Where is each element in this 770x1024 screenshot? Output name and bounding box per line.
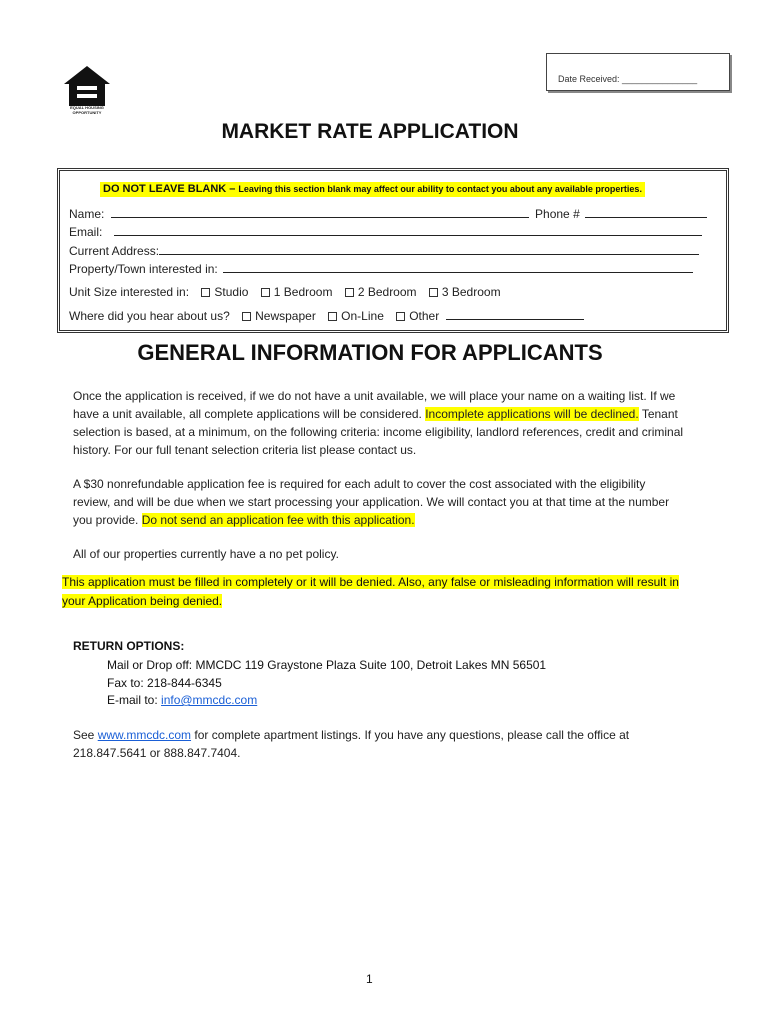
email-prefix: E-mail to:: [107, 693, 158, 707]
no-fee-highlight: Do not send an application fee with this application.: [141, 513, 415, 527]
newspaper-option: Newspaper: [255, 309, 316, 323]
studio-checkbox[interactable]: [201, 288, 210, 297]
name-phone-row: [69, 207, 707, 221]
2-bedroom-option: 2 Bedroom: [357, 285, 417, 299]
online-option: On-Line: [341, 309, 384, 323]
unit-size-label: Unit Size interested in:: [69, 285, 190, 299]
general-info-heading: GENERAL INFORMATION FOR APPLICANTS: [137, 340, 603, 365]
studio-option: Studio: [214, 285, 249, 299]
do-not-leave-blank-notice: [100, 182, 645, 197]
mail-option: Mail or Drop off: MMCDC 119 Graystone Plaza Suite 100, Detroit Lakes MN 56501: [107, 658, 547, 672]
website-link[interactable]: www.mmcdc.com: [97, 728, 192, 742]
name-field[interactable]: [111, 207, 529, 218]
3-bedroom-checkbox[interactable]: [429, 288, 438, 297]
property-field[interactable]: [223, 262, 693, 273]
listings-text: for complete apartment listings. If you have any questions, please call the office at 218.847.5641 or 888.847.7404.: [73, 728, 630, 760]
page-number: 1: [366, 972, 373, 986]
address-row: [69, 244, 699, 258]
pet-policy-paragraph: All of our properties currently have a no pet policy.: [73, 547, 339, 561]
address-field[interactable]: [159, 244, 699, 255]
newspaper-checkbox[interactable]: [242, 312, 251, 321]
referral-row: [69, 309, 584, 323]
phone-field[interactable]: [585, 207, 707, 218]
notice-text: Leaving this section blank may affect our ability to contact you about any available properties.: [238, 184, 642, 194]
notice-bold: DO NOT LEAVE BLANK –: [103, 183, 236, 195]
see-prefix: See: [73, 728, 95, 742]
email-row: [69, 225, 702, 239]
logo-caption: [64, 106, 110, 115]
online-checkbox[interactable]: [328, 312, 337, 321]
waiting-list-text: Once the application is received, if we do not have a unit available, we will place your name on a waiting list. If we have a unit available, all complete applications will be considered.: [73, 389, 676, 421]
criteria-text: Tenant selection is based, at a minimum, on the following criteria: income eligibility, landlord references, credit and criminal history. For our full tenant selection criteria list please contact us.: [73, 407, 684, 457]
email-option: [107, 691, 257, 709]
waiting-list-paragraph: [73, 387, 685, 459]
referral-label: Where did you hear about us?: [69, 309, 230, 323]
unit-size-row: [69, 285, 501, 299]
property-label: Property/Town interested in:: [69, 262, 218, 276]
logo-caption-line1: EQUAL HOUSING: [70, 105, 104, 110]
warning-paragraph: [62, 573, 692, 611]
1-bedroom-checkbox[interactable]: [261, 288, 270, 297]
listings-paragraph: [73, 726, 685, 762]
address-label: Current Address:: [69, 244, 160, 258]
date-received-box[interactable]: [546, 53, 730, 91]
email-link[interactable]: info@mmcdc.com: [161, 693, 258, 707]
property-row: [69, 262, 693, 276]
logo-caption-line2: OPPORTUNITY: [72, 109, 102, 115]
date-received-label: Date Received: _______________: [558, 74, 698, 84]
warning-text: This application must be filled in completely or it will be denied. Also, any false or misleading information will result in your Application being denied.: [62, 575, 679, 608]
return-options-heading: RETURN OPTIONS:: [73, 639, 185, 653]
email-field[interactable]: [114, 225, 702, 236]
1-bedroom-option: 1 Bedroom: [273, 285, 333, 299]
2-bedroom-checkbox[interactable]: [345, 288, 354, 297]
incomplete-declined-highlight: Incomplete applications will be declined.: [425, 407, 639, 421]
email-label: Email:: [69, 225, 103, 239]
page-title: MARKET RATE APPLICATION: [221, 120, 519, 143]
other-option: Other: [409, 309, 440, 323]
fee-paragraph: [73, 475, 685, 529]
fee-text: A $30 nonrefundable application fee is required for each adult to cover the cost associated with the eligibility review, and will be due when we start processing your application. We will contact you at that time at the number you provide.: [73, 477, 670, 527]
3-bedroom-option: 3 Bedroom: [441, 285, 501, 299]
other-field[interactable]: [446, 309, 584, 320]
name-label: Name:: [69, 207, 105, 221]
fax-option: Fax to: 218-844-6345: [107, 676, 222, 690]
other-checkbox[interactable]: [396, 312, 405, 321]
phone-label: Phone #: [535, 207, 580, 221]
